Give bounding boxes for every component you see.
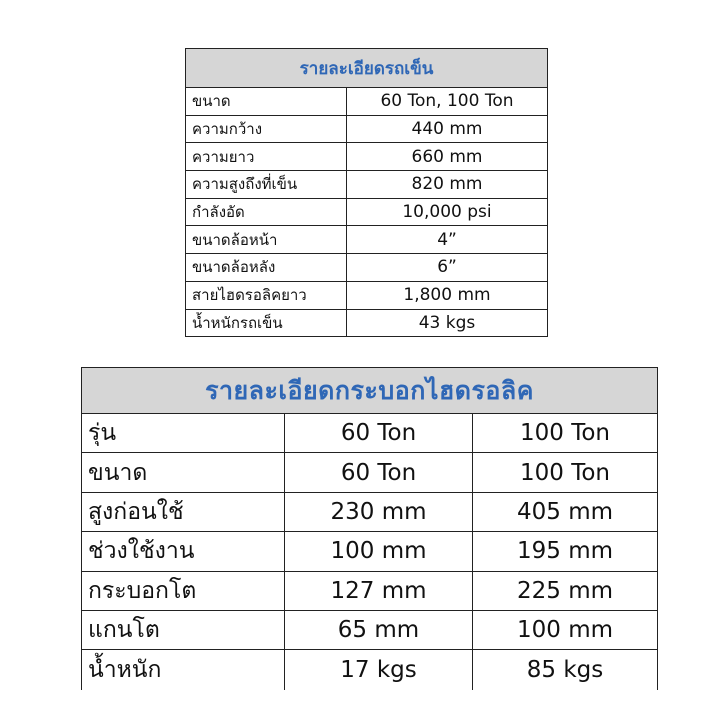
row-value-100-ton: 100 Ton bbox=[473, 453, 658, 492]
cart-spec-table bbox=[185, 48, 548, 337]
row-label: ความสูงถึงที่เข็น bbox=[186, 171, 347, 199]
row-value-60-ton: 17 kgs bbox=[285, 650, 473, 691]
table-row bbox=[186, 88, 548, 116]
row-value-60-ton: 60 Ton bbox=[285, 414, 473, 453]
row-value-100-ton: 100 Ton bbox=[473, 414, 658, 453]
row-value: 10,000 psi bbox=[347, 198, 548, 226]
table-title: รายละเอียดรถเข็น bbox=[186, 49, 548, 88]
row-label: สายไฮดรอลิคยาว bbox=[186, 281, 347, 309]
row-label: ความกว้าง bbox=[186, 115, 347, 143]
row-label: ขนาด bbox=[82, 453, 285, 492]
table-row bbox=[186, 309, 548, 337]
table-row bbox=[186, 226, 548, 254]
row-value: 60 Ton, 100 Ton bbox=[347, 88, 548, 116]
table-row bbox=[82, 610, 658, 649]
row-label: ขนาดล้อหลัง bbox=[186, 254, 347, 282]
table-row bbox=[186, 198, 548, 226]
row-value: 440 mm bbox=[347, 115, 548, 143]
row-label: ขนาด bbox=[186, 88, 347, 116]
table-title-row bbox=[82, 368, 658, 414]
row-label: น้ำหนักรถเข็น bbox=[186, 309, 347, 337]
row-value-100-ton: 405 mm bbox=[473, 492, 658, 531]
table-title: รายละเอียดกระบอกไฮดรอลิค bbox=[82, 368, 658, 414]
row-value: 43 kgs bbox=[347, 309, 548, 337]
row-value-60-ton: 60 Ton bbox=[285, 453, 473, 492]
row-value-100-ton: 100 mm bbox=[473, 610, 658, 649]
table-row bbox=[82, 650, 658, 691]
row-value-60-ton: 65 mm bbox=[285, 610, 473, 649]
table-row bbox=[186, 254, 548, 282]
row-value-100-ton: 85 kgs bbox=[473, 650, 658, 691]
table-row bbox=[186, 143, 548, 171]
row-value: 660 mm bbox=[347, 143, 548, 171]
row-value-60-ton: 127 mm bbox=[285, 571, 473, 610]
row-label: น้ำหนัก bbox=[82, 650, 285, 691]
row-value: 6” bbox=[347, 254, 548, 282]
table-row bbox=[82, 414, 658, 453]
row-label: สูงก่อนใช้ bbox=[82, 492, 285, 531]
row-label: แกนโต bbox=[82, 610, 285, 649]
row-label: กระบอกโต bbox=[82, 571, 285, 610]
row-label: กำลังอัด bbox=[186, 198, 347, 226]
table-row bbox=[186, 281, 548, 309]
row-value: 1,800 mm bbox=[347, 281, 548, 309]
table-row bbox=[186, 115, 548, 143]
table-title-row bbox=[186, 49, 548, 88]
row-label: ช่วงใช้งาน bbox=[82, 532, 285, 571]
row-value-60-ton: 230 mm bbox=[285, 492, 473, 531]
hydraulic-cylinder-spec-table bbox=[81, 367, 658, 690]
row-value-60-ton: 100 mm bbox=[285, 532, 473, 571]
table-row bbox=[82, 571, 658, 610]
row-label: รุ่น bbox=[82, 414, 285, 453]
row-value: 4” bbox=[347, 226, 548, 254]
table-row bbox=[82, 532, 658, 571]
table-row bbox=[186, 171, 548, 199]
row-value-100-ton: 225 mm bbox=[473, 571, 658, 610]
row-value-100-ton: 195 mm bbox=[473, 532, 658, 571]
row-value: 820 mm bbox=[347, 171, 548, 199]
row-label: ความยาว bbox=[186, 143, 347, 171]
table-row bbox=[82, 492, 658, 531]
row-label: ขนาดล้อหน้า bbox=[186, 226, 347, 254]
table-row bbox=[82, 453, 658, 492]
